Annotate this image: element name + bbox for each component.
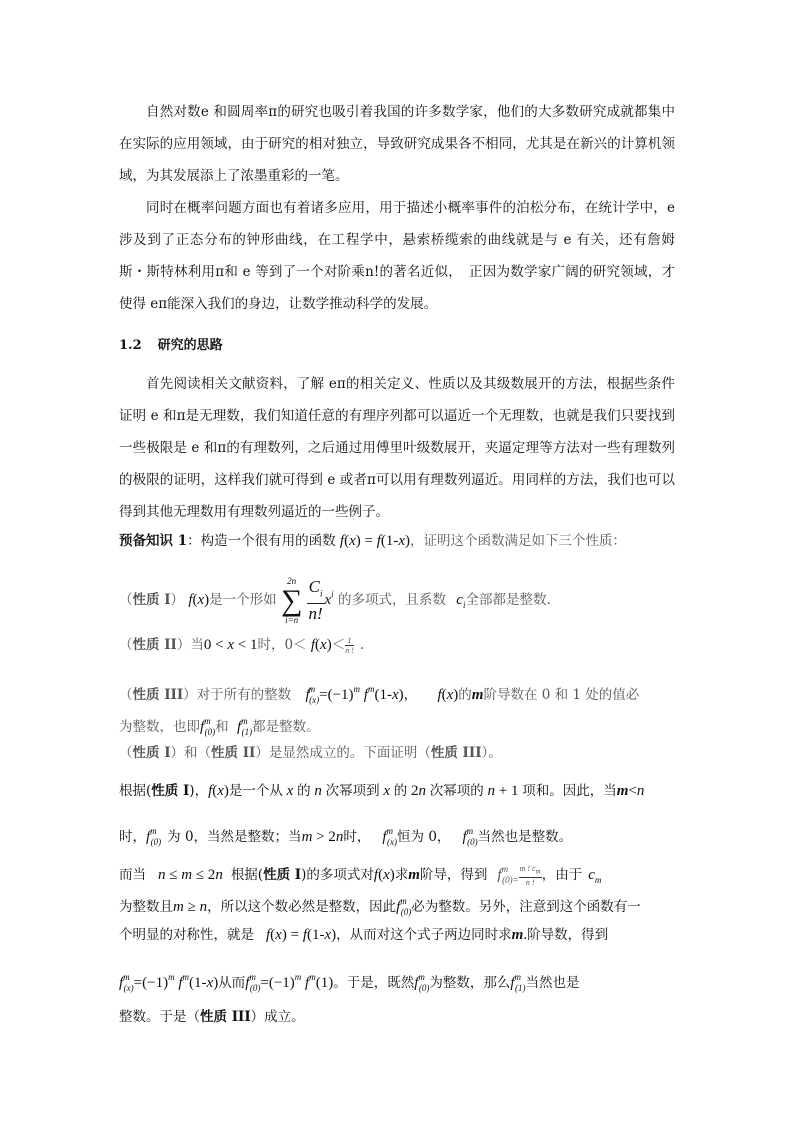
property-three-text-6: 都是整数。 bbox=[252, 719, 320, 735]
formula-derivative-symmetry: f bbox=[305, 687, 310, 703]
proof1-text-3: 是一个从 bbox=[228, 783, 283, 799]
research-approach-section bbox=[119, 368, 675, 528]
property-one-text-2: 的多项式，且系数 bbox=[337, 592, 446, 608]
property-one-label: 性质 I bbox=[132, 592, 171, 608]
property-two-text-2: 时，0＜ bbox=[257, 637, 307, 653]
proof6-text-3: 为整数，那么 bbox=[429, 975, 511, 991]
proof4-text: 为整数且 bbox=[119, 899, 173, 915]
proof3-text-4: 求 bbox=[394, 867, 409, 883]
proof3-text-2: 根据( bbox=[230, 867, 264, 883]
proof1-text-7: 次幂项的 bbox=[429, 783, 484, 799]
property-three-line-2: 为整数，也即$f^m_{(0)}$和 $f^m_{(1)}$都是整数。 bbox=[119, 716, 320, 737]
ref-property-two: 性质 II bbox=[211, 745, 256, 761]
summation-symbol: 2n ∑ i=n bbox=[280, 575, 303, 625]
property-two-line: （性质 II）当0 < x < 1时，0＜ f(x)＜ $\frac{1}{n !}$ . bbox=[119, 636, 365, 655]
proof1-text-2: )， bbox=[189, 783, 209, 799]
proof3-text-5: 阶导，得到 bbox=[419, 867, 488, 883]
proof5-text: 个明显的对称性，就是 bbox=[119, 927, 254, 943]
obvious-text-2: ）是显然成立的。下面证明（ bbox=[255, 745, 431, 761]
proof4-text-3: 必为整数。另外，注意到这个函数有一 bbox=[411, 899, 641, 915]
property-three-text-2: 的 bbox=[458, 687, 472, 703]
paragraph-research-approach: 首先阅读相关文献资料，了解 eπ的相关定义、性质以及其级数展开的方法，根据些条件证明 e 和π是无理数，我们知道任意的有理序列都可以逼近一个无理数，也就是我们只要找到一些极限是 e 和π的有理数列，之后通过用傅里叶级数展开，夹逼定理等方法对一些有理数列的极限的证明，这样我们就可得到 e 或者π可以用有理数列逼近。用同样的方法，我们也可以得到其他无理数用有理数列逼近的一些例子。 bbox=[119, 376, 675, 520]
proof1-text: 根据( bbox=[119, 783, 152, 799]
prelim-knowledge-line: 预备知识 1：构造一个很有用的函数 f(x) = f(1-x)，证明这个函数满足如下三个性质： bbox=[119, 533, 627, 549]
property-three-text-5: 和 bbox=[215, 719, 229, 735]
proof7-text: 整数。于是（ bbox=[119, 1009, 200, 1025]
fraction-m-factorial-cm-over-n-factorial: $\frac{m ! c_m}{n !}$ bbox=[519, 864, 541, 887]
intro-section bbox=[119, 96, 675, 320]
proof-line-5: 个明显的对称性，就是 f(x) = f(1-x)，从而对这个式子两边同时求m.阶导数，得到 bbox=[119, 927, 609, 943]
proof-line-2: 时，$f^m_{(0)}$ 为 0，当然是整数；当m > 2n时， $f^m_{(x)}$恒为 0， $f^m_{(0)}$当然也是整数。 bbox=[119, 826, 573, 847]
property-one-line: （性质 I） f(x)是一个形如 2n ∑ i=n $\frac{C_i}{n!}$ $x^i$ 的多项式，且系数 $c_i$全部都是整数. bbox=[119, 575, 551, 625]
ref-property-three: 性质 III bbox=[430, 745, 482, 761]
fraction-one-over-n-factorial: $\frac{1}{n !}$ bbox=[345, 636, 354, 655]
proof5-text-3: 阶导数，得到 bbox=[527, 927, 609, 943]
proof3-text: 而当 bbox=[119, 867, 146, 883]
property-three-text-3: 阶导数在 0 和 1 处的值必 bbox=[483, 687, 640, 703]
ref-property-one: 性质 I bbox=[132, 745, 171, 761]
proof2-text-3: 时， bbox=[343, 829, 371, 845]
proof2-text-5: 当然也是整数。 bbox=[477, 829, 573, 845]
proof-line-6: $f^m_{(x)}=(-1)^m$ $f^m(1-x)$从而$f^m_{(0)}=(-1)^m$ $f^m(1)$。于是，既然$f^m_{(0)}$为整数，那么$f^m_{(1)}$当然也是 bbox=[119, 972, 580, 993]
property-three-text-4: 为整数，也即 bbox=[119, 719, 200, 735]
proof6-text-2: 。于是，既然 bbox=[333, 975, 415, 991]
obvious-properties-line: （性质 I）和（性质 II）是显然成立的。下面证明（性质 III）。 bbox=[119, 745, 502, 761]
proof1-text-5: 次幂项到 bbox=[325, 783, 380, 799]
obvious-text: 和（ bbox=[184, 745, 212, 761]
proof7-text-2: ）成立。 bbox=[250, 1009, 305, 1025]
section-heading bbox=[119, 336, 675, 356]
section-number: 1.2 bbox=[119, 338, 142, 353]
proof-line-7 bbox=[119, 1002, 675, 1032]
property-three-text: 对于所有的整数 bbox=[196, 687, 292, 703]
formula-f-definition: f bbox=[339, 533, 345, 549]
proof3-text-6: ，由于 bbox=[541, 867, 583, 883]
proof7-label: 性质 III bbox=[200, 1009, 251, 1025]
fraction-ci-over-n-factorial: $\frac{C_i}{n!}$ bbox=[308, 576, 323, 624]
property-two-text-4: . bbox=[359, 637, 365, 653]
proof3-text-3: )的多项式对 bbox=[301, 867, 374, 883]
proof-line-1: 根据(性质 I)，f(x)是一个从 x 的 n 次幂项到 x 的 2n 次幂项的 n + 1 项和。因此，当m<n bbox=[119, 783, 645, 799]
section-title: 研究的思路 bbox=[157, 338, 223, 353]
proof2-text: 时， bbox=[119, 829, 146, 845]
obvious-text-3: ）。 bbox=[481, 745, 502, 761]
proof4-text-2: ，所以这个数必然是整数，因此 bbox=[207, 899, 397, 915]
property-one-text-3: 全部都是整数. bbox=[465, 592, 551, 608]
property-three-line: （性质 III）对于所有的整数 $f^m_{(x)}=(-1)^m$ $f^m(1-x)$， f(x)的m阶导数在 0 和 1 处的值必 bbox=[119, 684, 640, 705]
paragraph-probability-applications: 同时在概率问题方面也有着诸多应用，用于描述小概率事件的泊松分布，在统计学中，e 涉及到了正态分布的钟形曲线，在工程学中，悬索桥缆索的曲线就是与 e 有关，还有詹姆斯・斯特林利用π和 e 等到了一个对阶乘n!的著名近似， 正因为数学家广阔的研究领域，才使得 eπ能深入我们的身边，让数学推动科学的发展。 bbox=[119, 200, 675, 312]
prelim-text: ：构造一个很有用的函数 bbox=[187, 533, 336, 549]
proof2-text-4: 恒为 0， bbox=[397, 829, 451, 845]
proof3-label: 性质 I bbox=[263, 867, 302, 883]
paragraph-e-pi-research: 自然对数e 和圆周率π的研究也吸引着我国的许多数学家，他们的大多数研究成就都集中在实际的应用领域，由于研究的相对独立，导致研究成果各不相同，尤其是在新兴的计算机领域，为其发展添上了浓墨重彩的一笔。 bbox=[119, 104, 675, 184]
property-two-text: 当 bbox=[190, 637, 204, 653]
proof1-text-8: 项和。因此，当 bbox=[522, 783, 617, 799]
property-two-text-3: ＜ bbox=[331, 637, 346, 653]
property-one-text: 是一个形如 bbox=[209, 592, 277, 608]
prelim-label: 预备知识 1 bbox=[119, 533, 188, 549]
proof2-text-2: 为 0，当然是整数；当 bbox=[167, 829, 302, 845]
property-two-label: 性质 II bbox=[132, 637, 177, 653]
proof6-text-4: 当然也是 bbox=[525, 975, 580, 991]
proof1-label: 性质 I bbox=[151, 783, 190, 799]
proof6-text: 从而 bbox=[218, 975, 246, 991]
proof-line-3: 而当 n ≤ m ≤ 2n 根据(性质 I)的多项式对f(x)求m阶导，得到 $f^m_{(0)=}$ $\frac{m ! c_m}{n !}$ ，由于 $c_m$ bbox=[119, 864, 602, 887]
proof1-text-6: 的 bbox=[393, 783, 408, 799]
proof-line-4: 为整数且m ≥ n，所以这个数必然是整数，因此$f^m_{(0)}$必为整数。另外，注意到这个函数有一 bbox=[119, 896, 641, 917]
proof5-text-2: ，从而对这个式子两边同时求 bbox=[336, 927, 512, 943]
prelim-text-end: ，证明这个函数满足如下三个性质： bbox=[410, 533, 627, 549]
proof1-text-4: 的 bbox=[297, 783, 311, 799]
property-three-label: 性质 III bbox=[132, 687, 184, 703]
